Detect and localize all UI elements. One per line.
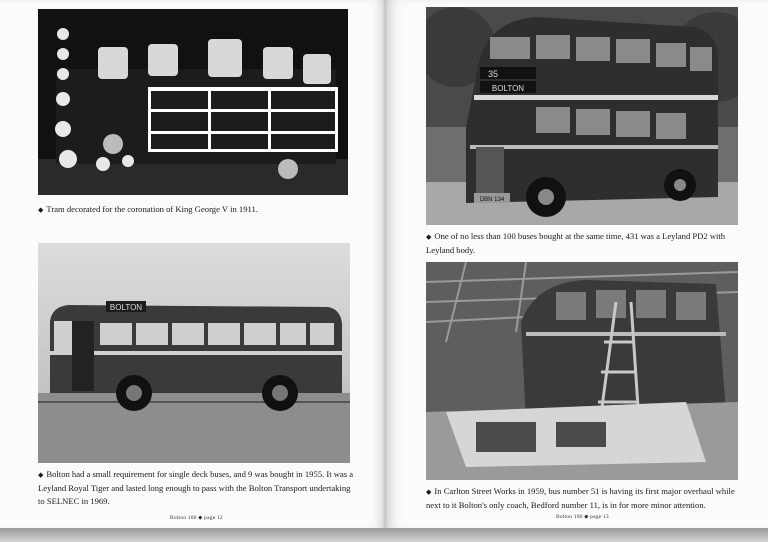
right-page-folio: Bolton 100 ◆ page 13 [556, 514, 609, 520]
caption-tram-text: Tram decorated for the coronation of King George V in 1911. [46, 204, 258, 214]
caption-doubledecker-text: One of no less than 100 buses bought at the same time, 431 was a Leyland PD2 with Leyland body. [426, 231, 726, 255]
bus-destination-sign: BOLTON [109, 303, 143, 312]
photo-decorated-tram [38, 9, 348, 195]
left-page [0, 0, 386, 530]
right-page [386, 0, 768, 530]
route-number: 35 [488, 69, 499, 79]
photo-works-overhaul [426, 262, 738, 480]
page-bottom-edge [0, 528, 768, 542]
caption-single-deck-bus [38, 468, 358, 508]
diamond-bullet-icon: ◆ [426, 233, 432, 241]
caption-double-decker [426, 230, 744, 257]
caption-tram [38, 203, 358, 217]
diamond-bullet-icon: ◆ [38, 206, 44, 214]
photo-single-deck-bus [38, 243, 350, 463]
caption-works-overhaul [426, 485, 744, 512]
caption-works-text: In Carlton Street Works in 1959, bus number 51 is having its first major overhaul while next to it Bolton's only coach, Bedford number 11, is in for more minor attention. [426, 486, 735, 510]
diamond-bullet-icon: ◆ [38, 471, 44, 479]
photo-double-decker-bus [426, 7, 738, 225]
double-decker-destination-sign: BOLTON [491, 84, 525, 93]
caption-bus-text: Bolton had a small requirement for single deck buses, and 9 was bought in 1955. It was a Leyland Royal Tiger and lasted long enough to pass with the Bolton Transport undertaking to SELNEC in 1969. [38, 469, 354, 506]
registration-plate: DBN 134 [479, 197, 505, 203]
diamond-bullet-icon: ◆ [426, 488, 432, 496]
left-page-folio: Bolton 100 ◆ page 12 [170, 515, 223, 521]
